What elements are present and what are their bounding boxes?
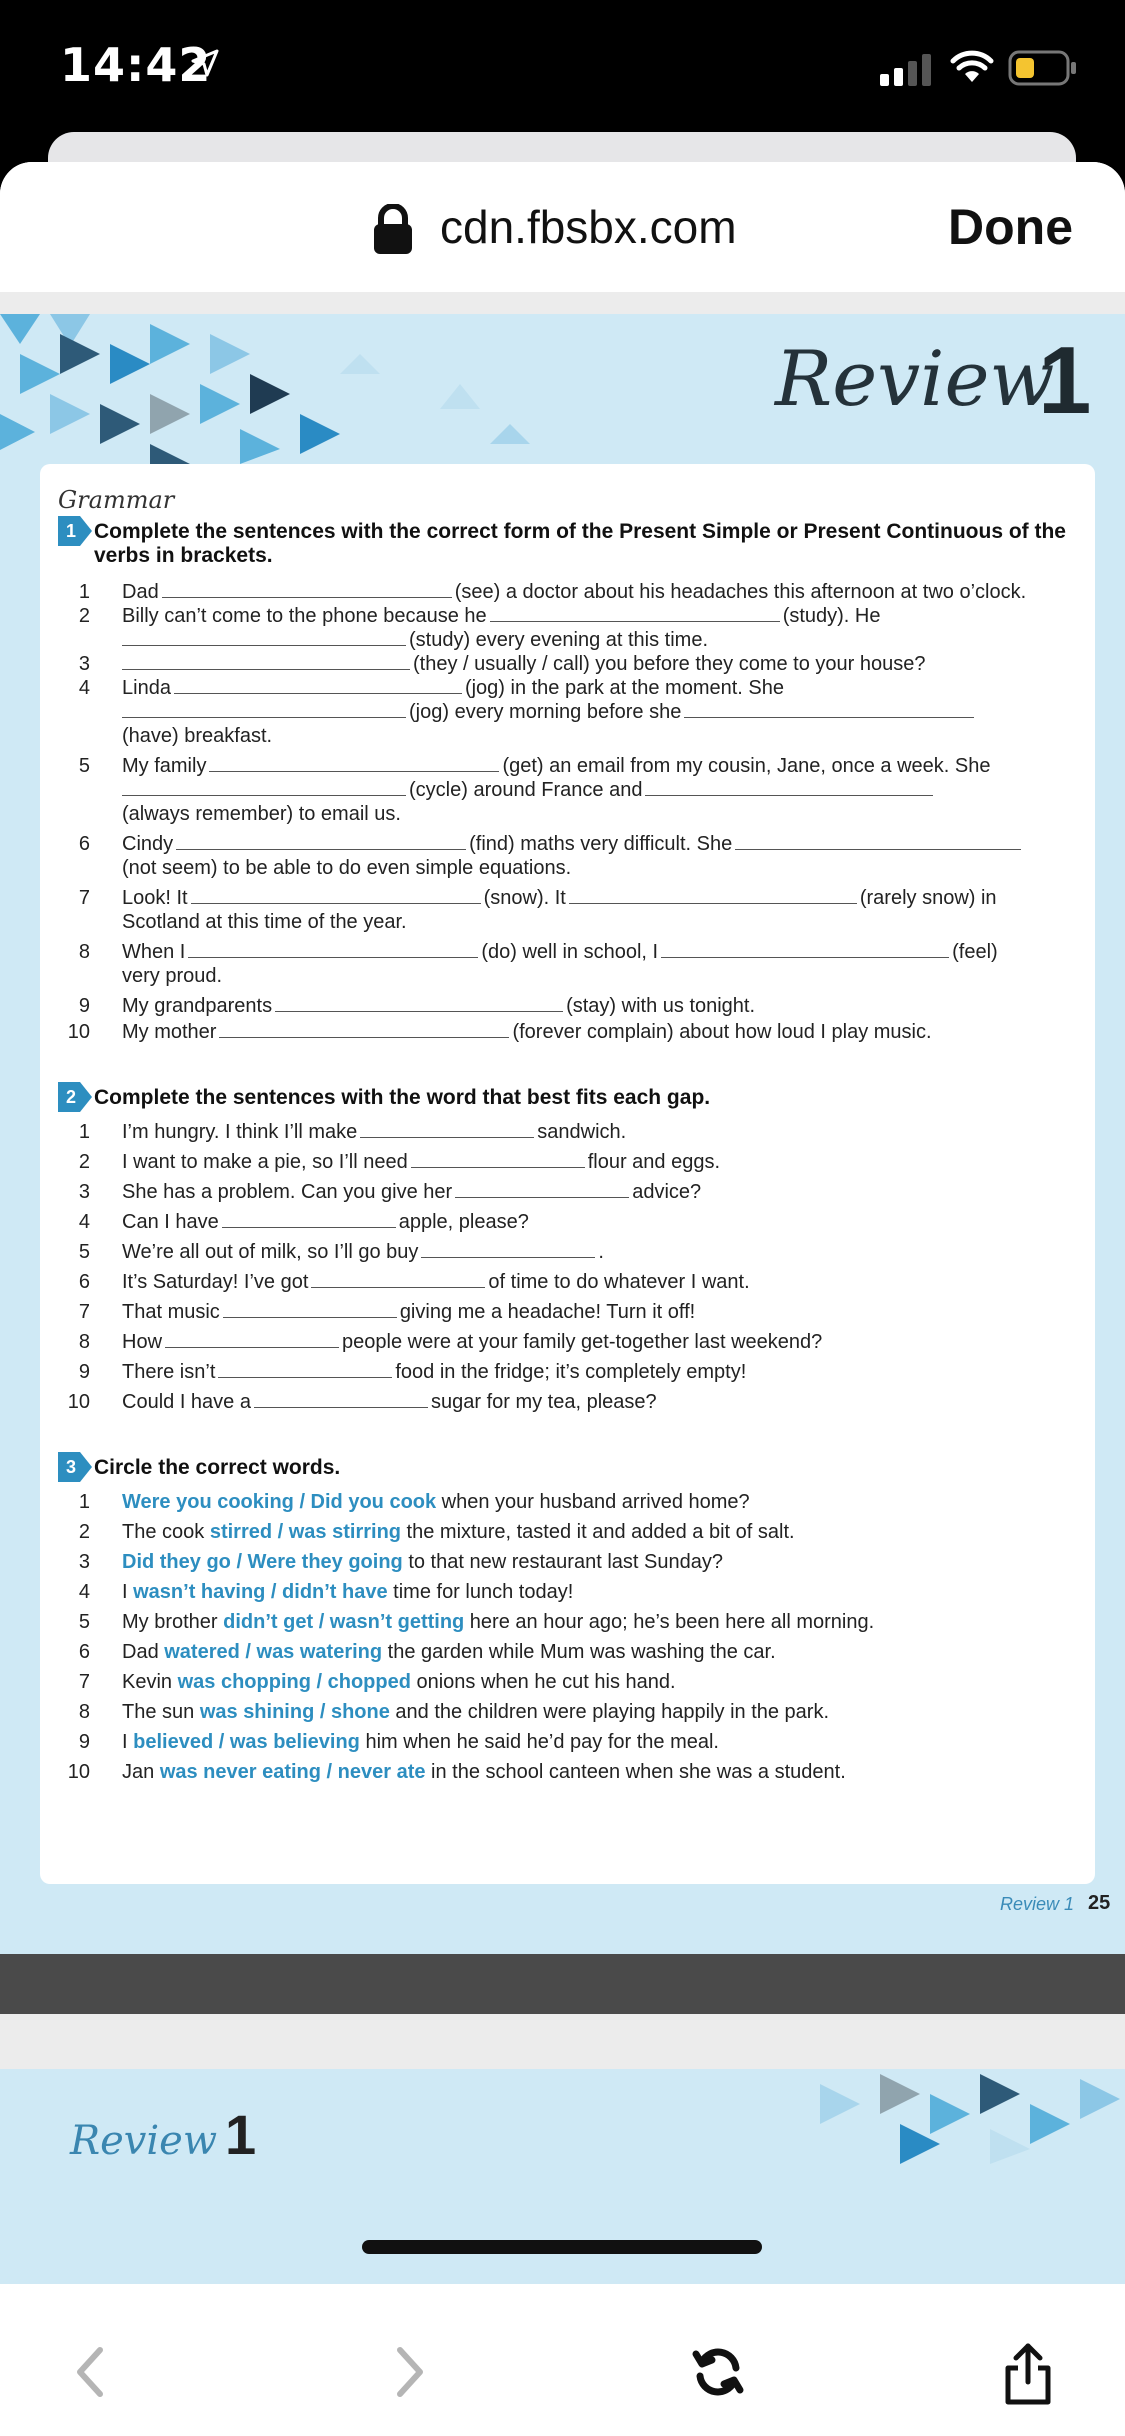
answer-gap[interactable]: [311, 1270, 485, 1288]
status-bar: [0, 0, 1125, 135]
answer-gap[interactable]: [645, 778, 933, 796]
word-choice[interactable]: stirred / was stirring: [209, 1521, 401, 1543]
answer-gap[interactable]: [218, 1360, 392, 1378]
answer-gap[interactable]: [275, 994, 563, 1012]
page-number: 25: [1088, 1892, 1111, 1914]
word-choice[interactable]: Were you cooking / Did you cook: [122, 1491, 437, 1513]
exercise-1-item-7: 7 Look! It (snow). It (rarely snow) in Scotland at this time of the year.: [78, 887, 997, 933]
review-title-script: Review: [775, 334, 1055, 423]
answer-gap[interactable]: [122, 778, 406, 796]
section-label: Grammar: [58, 486, 175, 514]
exercise-1-instruction: Complete the sentences with the correct form of the Present Simple or Present Continuous of the verbs in brackets.: [94, 520, 1066, 567]
forward-arrow-icon[interactable]: [390, 2342, 430, 2405]
exercise-number-badge: 3: [58, 1452, 88, 1482]
share-icon[interactable]: [1000, 2342, 1056, 2409]
review-title-script: Review: [70, 2118, 218, 2164]
answer-gap[interactable]: [122, 700, 406, 718]
lock-icon: [372, 204, 414, 259]
review-number: 1: [225, 2103, 257, 2166]
url-text[interactable]: cdn.fbsbx.com: [440, 201, 737, 253]
battery-icon: [1008, 50, 1078, 91]
answer-gap[interactable]: [165, 1330, 339, 1348]
word-choice[interactable]: didn’t get / wasn’t getting: [223, 1611, 465, 1633]
home-indicator[interactable]: [362, 2240, 762, 2254]
exercise-2-instruction: Complete the sentences with the word that best fits each gap.: [94, 1086, 711, 1109]
page-separator: [0, 1954, 1125, 2014]
wifi-icon: [950, 50, 994, 89]
decorative-triangles: [0, 314, 560, 464]
word-choice[interactable]: was chopping / chopped: [177, 1671, 411, 1693]
answer-gap[interactable]: [421, 1240, 595, 1258]
exercise-number-badge: 1: [58, 516, 88, 546]
answer-gap[interactable]: [455, 1180, 629, 1198]
answer-gap[interactable]: [122, 652, 410, 670]
answer-gap[interactable]: [223, 1300, 397, 1318]
exercise-number-badge: 2: [58, 1082, 88, 1112]
exercise-3-instruction: Circle the correct words.: [94, 1456, 341, 1479]
answer-gap[interactable]: [162, 580, 452, 598]
answer-gap[interactable]: [684, 700, 974, 718]
answer-gap[interactable]: [219, 1020, 509, 1038]
bottom-toolbar: [0, 2312, 1125, 2436]
location-arrow-icon: [190, 48, 220, 83]
url-bar: [0, 162, 1125, 292]
answer-gap[interactable]: [735, 832, 1021, 850]
answer-gap[interactable]: [188, 940, 478, 958]
page-footer: [0, 1894, 1125, 1934]
footer-label: Review 1: [1000, 1894, 1075, 1914]
exercise-1-item-2: 2 Billy can’t come to the phone because he (study). He (study) every evening at this time.: [78, 605, 881, 651]
divider: [0, 292, 1125, 314]
answer-gap[interactable]: [490, 604, 780, 622]
answer-gap[interactable]: [209, 754, 499, 772]
answer-gap[interactable]: [122, 628, 406, 646]
answer-gap[interactable]: [222, 1210, 396, 1228]
word-choice[interactable]: Did they go / Were they going: [122, 1551, 403, 1573]
cellular-signal-icon: [880, 54, 936, 91]
word-choice[interactable]: was shining / shone: [199, 1701, 390, 1723]
word-choice[interactable]: watered / was watering: [164, 1641, 383, 1663]
decorative-triangles: [780, 2074, 1125, 2164]
page-gap: [0, 2014, 1125, 2069]
review-number: 1: [1038, 327, 1092, 434]
word-choice[interactable]: wasn’t having / didn’t have: [133, 1581, 388, 1603]
back-arrow-icon[interactable]: [70, 2342, 110, 2405]
answer-gap[interactable]: [360, 1120, 534, 1138]
exercise-1-item-8: 8 When I (do) well in school, I (feel) very proud.: [78, 941, 998, 987]
answer-gap[interactable]: [191, 886, 481, 904]
word-choice[interactable]: was never eating / never ate: [159, 1761, 426, 1783]
answer-gap[interactable]: [569, 886, 857, 904]
word-choice[interactable]: believed / was believing: [133, 1731, 360, 1753]
document-page[interactable]: Review 1 Grammar 1 Complete the sentences with the correct form of the Present Simple or Present Continuous of the verbs in brackets. 1 Dad (see) a doctor about his headaches this afternoon at two o’clock. 2 Billy can’t come to the phone because he (study). He (study) every evening at this time. 3 (they / usually / call) you before they come to your house? 4 Linda (jog) in the park at the moment. She (jog) every morning before she (have) breakfast. 5 My family (get) an email from my cousin, Jane, once a week. She (cycle) around France and (always remember) to email us. 6 Cindy (find) maths very difficult. She (not seem) to be able to do even simple equations. 7 Look! It (snow). It (rarely snow) in Scotland at this time of the year. 8 When I (do) well in school, I (feel) very proud. 9 My grandparents (stay) with us tonight. 10 My mother (forever complain) about how loud I play music. 2 Complete the sentences with the word that best fits each gap. 1 I’m hungry. I think I’ll make sandwich. 2 I want to make a pie, so I’ll need flour and eggs. 3 She has a problem. Can you give her advice? 4 Can I have apple, please? 5 We’re all out of milk, so I’ll go buy . 6 It’s Saturday! I’ve got of time to do whatever I want. 7 That music giving me a headache! Turn it off! 8 How people were at your family get-together last weekend? 9 There isn’t food in the fridge; it’s completely empty! 10 Could I have a sugar for my tea, please? 3 Circle the correct words. 1 Were you cooking / Did you cook when your husband arrived home? 2 The cook stirred / was stirring the mixture, tasted it and added a bit of salt. 3 Did they go / Were they going to that new restaurant last Sunday? 4 I wasn’t having / didn’t have time for lunch today! 5 My brother didn’t get / wasn’t getting here an hour ago; he’s been here all morning. 6 Dad watered / was watering the garden while Mum was washing the car. 7 Kevin was chopping / chopped onions when he cut his hand. 8 The sun was shining / shone and the children were playing happily in the park. 9 I believed / was believing him when he said he’d pay for the meal. 10 Jan was never eating / never ate in the school canteen when she was a student. Review 1 25: [0, 314, 1125, 1954]
answer-gap[interactable]: [661, 940, 949, 958]
exercise-1-item-5: 5 My family (get) an email from my cousin, Jane, once a week. She (cycle) around France and (always remember) to email us.: [78, 755, 991, 825]
status-time: 14:42: [60, 38, 212, 92]
answer-gap[interactable]: [254, 1390, 428, 1408]
answer-gap[interactable]: [176, 832, 466, 850]
exercise-1-item-4: 4 Linda (jog) in the park at the moment. She (jog) every morning before she (have) breakfast.: [0, 676, 1125, 748]
done-button[interactable]: Done: [948, 199, 1073, 255]
refresh-icon[interactable]: [688, 2342, 748, 2405]
answer-gap[interactable]: [411, 1150, 585, 1168]
exercise-1-item-6: 6 Cindy (find) maths very difficult. She (not seem) to be able to do even simple equations.: [0, 832, 1125, 880]
answer-gap[interactable]: [174, 676, 462, 694]
browser-sheet: [0, 162, 1125, 2436]
